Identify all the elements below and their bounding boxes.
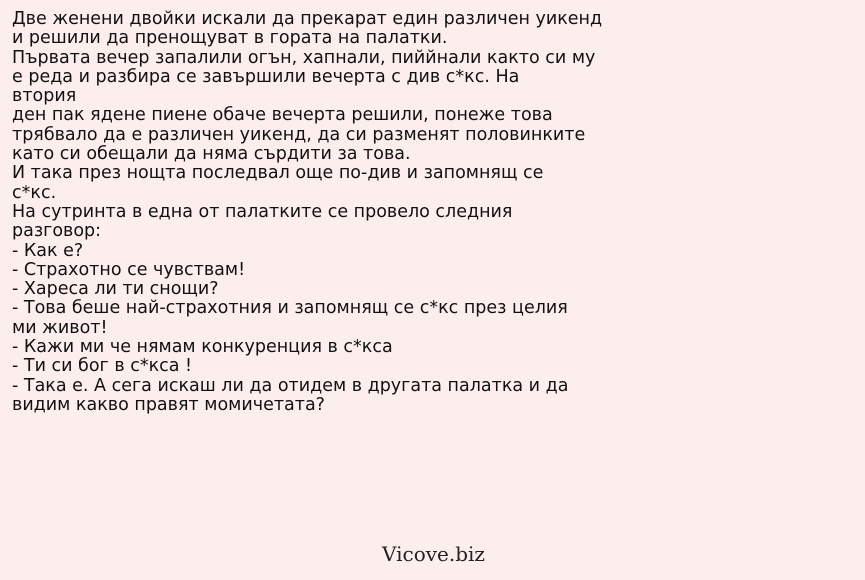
joke-line: Първата вечер запалили огън, хапнали, пиййнали както си му: [12, 47, 596, 68]
joke-line: като си обещали да няма сърдити за това.: [12, 144, 411, 165]
joke-line: втория: [12, 86, 77, 107]
joke-line: - Как е?: [12, 240, 84, 261]
joke-line: - Така е. А сега искаш ли да отидем в другата палатка и да: [12, 375, 569, 396]
joke-line: ден пак ядене пиене обаче вечерта решили, понеже това: [12, 105, 553, 126]
joke-line: - Ти си бог в с*кса !: [12, 356, 193, 377]
joke-line: Две женени двойки искали да прекарат един различен уикенд: [12, 9, 603, 29]
joke-line: и решили да пренощуват в гората на палатки.: [12, 28, 448, 49]
joke-line: - Кажи ми че нямам конкуренция в с*кса: [12, 337, 393, 358]
joke-line: видим какво правят момичетата?: [12, 394, 325, 415]
joke-line: - Хареса ли ти снощи?: [12, 279, 219, 300]
joke-line: На сутринта в една от палатките се провело следния: [12, 201, 513, 222]
joke-line: - Това беше най-страхотния и запомнящ се с*кс през целия: [12, 298, 568, 319]
joke-line: разговор:: [12, 221, 102, 242]
joke-text: [12, 10, 832, 415]
joke-line: - Страхотно се чувствам!: [12, 259, 246, 280]
joke-line: е реда и разбира се завършили вечерта с див с*кс. На: [12, 66, 520, 87]
site-watermark: Vicove.biz: [382, 542, 485, 566]
joke-line: И така през нощта последвал още по-див и запомнящ се: [12, 163, 544, 184]
joke-line: трябвало да е различен уикенд, да си разменят половинките: [12, 124, 586, 145]
joke-line: с*кс.: [12, 182, 57, 203]
joke-line: ми живот!: [12, 317, 108, 338]
